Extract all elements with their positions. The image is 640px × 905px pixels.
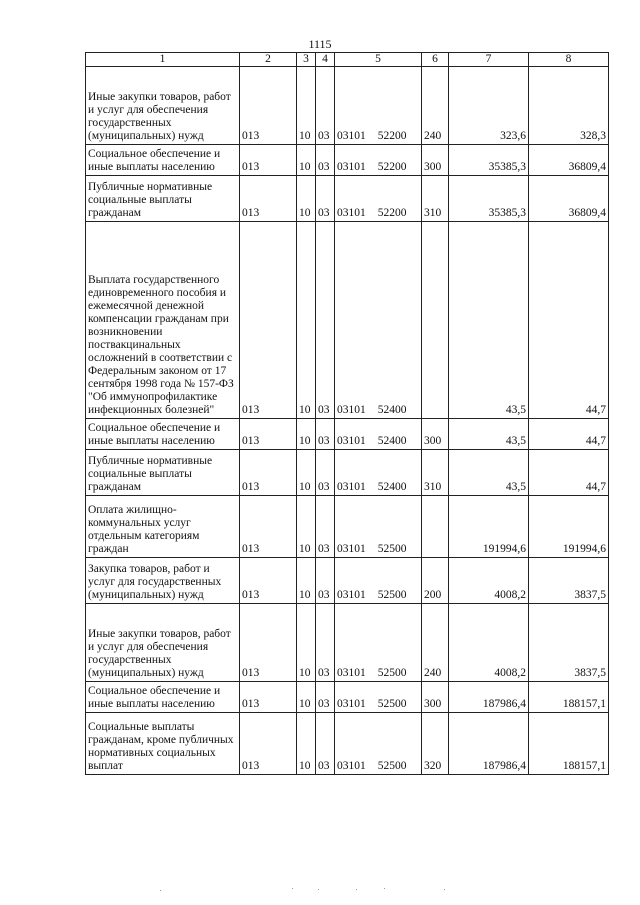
- target-article-part-a: 03101: [337, 698, 366, 710]
- target-article-cell: [335, 450, 422, 496]
- row-name-cell: Выплата государственного единовременного пособия и ежемесячной денежной компенсации гражданам при возникновении поствакцинальных осложнений в соответствии с Федеральным законом от 17 сентября 1998 года № 157-ФЗ "Об иммунопрофилактике инфекционных болезней": [86, 222, 240, 419]
- target-article-part-a: 03101: [337, 543, 366, 555]
- amount-year1-cell: 187986,4: [449, 682, 529, 713]
- target-article-cell: [335, 419, 422, 450]
- scan-speck: [356, 889, 357, 890]
- page-number: 1115: [308, 37, 332, 51]
- target-article-part-a: 03101: [337, 404, 366, 416]
- amount-year1-cell: 323,6: [449, 67, 529, 145]
- target-article-part-a: 03101: [337, 161, 366, 173]
- amount-year1-cell: 187986,4: [449, 713, 529, 775]
- table-row: [86, 145, 609, 176]
- amount-year1-cell: 4008,2: [449, 604, 529, 682]
- target-article-part-a: 03101: [337, 481, 366, 493]
- scan-speck: [444, 889, 445, 890]
- subsection-cell: 03: [316, 222, 335, 419]
- subsection-cell: 03: [316, 419, 335, 450]
- target-article-cell: [335, 713, 422, 775]
- admin-code-cell: 013: [240, 558, 297, 604]
- expense-type-cell: 310: [422, 450, 449, 496]
- target-article-part-a: 03101: [337, 760, 366, 772]
- expense-type-cell: 300: [422, 682, 449, 713]
- expense-type-cell: 240: [422, 67, 449, 145]
- target-article-part-a: 03101: [337, 435, 366, 447]
- section-cell: 10: [297, 450, 316, 496]
- section-cell: 10: [297, 145, 316, 176]
- expense-type-cell: 240: [422, 604, 449, 682]
- target-article-part-b: 52200: [377, 207, 407, 219]
- column-header: 5: [335, 53, 422, 67]
- admin-code-cell: 013: [240, 496, 297, 558]
- target-article-cell: [335, 176, 422, 222]
- table-row: [86, 222, 609, 419]
- target-article-part-b: 52500: [377, 760, 407, 772]
- amount-year1-cell: 43,5: [449, 450, 529, 496]
- row-name-cell: Публичные нормативные социальные выплаты гражданам: [86, 450, 240, 496]
- table-row: [86, 176, 609, 222]
- scan-speck: [160, 890, 161, 891]
- amount-year1-cell: 191994,6: [449, 496, 529, 558]
- subsection-cell: 03: [316, 682, 335, 713]
- target-article-part-a: 03101: [337, 130, 366, 142]
- row-name-cell: Оплата жилищно-коммунальных услуг отдельным категориям граждан: [86, 496, 240, 558]
- row-name-cell: Закупка товаров, работ и услуг для государственных (муниципальных) нужд: [86, 558, 240, 604]
- table-body: [86, 67, 609, 775]
- table-row: [86, 604, 609, 682]
- target-article-part-b: 52500: [377, 698, 407, 710]
- subsection-cell: 03: [316, 713, 335, 775]
- table-row: [86, 67, 609, 145]
- target-article-cell: [335, 558, 422, 604]
- scan-speck: [384, 888, 385, 889]
- target-article-part-b: 52500: [377, 543, 407, 555]
- row-name-cell: Иные закупки товаров, работ и услуг для обеспечения государственных (муниципальных) нужд: [86, 67, 240, 145]
- amount-year1-cell: 43,5: [449, 419, 529, 450]
- expense-type-cell: [422, 496, 449, 558]
- target-article-part-a: 03101: [337, 589, 366, 601]
- target-article-part-b: 52400: [377, 481, 407, 493]
- target-article-part-b: 52400: [377, 435, 407, 447]
- section-cell: 10: [297, 419, 316, 450]
- subsection-cell: 03: [316, 450, 335, 496]
- section-cell: 10: [297, 558, 316, 604]
- amount-year1-cell: 35385,3: [449, 176, 529, 222]
- amount-year2-cell: 44,7: [529, 450, 609, 496]
- header-row: [86, 53, 609, 67]
- admin-code-cell: 013: [240, 419, 297, 450]
- scan-speck: [292, 888, 293, 889]
- amount-year1-cell: 4008,2: [449, 558, 529, 604]
- target-article-cell: [335, 145, 422, 176]
- section-cell: 10: [297, 176, 316, 222]
- section-cell: 10: [297, 67, 316, 145]
- admin-code-cell: 013: [240, 682, 297, 713]
- target-article-cell: [335, 604, 422, 682]
- subsection-cell: 03: [316, 558, 335, 604]
- amount-year1-cell: 43,5: [449, 222, 529, 419]
- section-cell: 10: [297, 682, 316, 713]
- section-cell: 10: [297, 496, 316, 558]
- row-name-cell: Публичные нормативные социальные выплаты гражданам: [86, 176, 240, 222]
- target-article-part-b: 52200: [377, 130, 407, 142]
- amount-year2-cell: 188157,1: [529, 713, 609, 775]
- section-cell: 10: [297, 222, 316, 419]
- expense-type-cell: 320: [422, 713, 449, 775]
- table-row: [86, 558, 609, 604]
- amount-year2-cell: 3837,5: [529, 558, 609, 604]
- row-name-cell: Социальные выплаты гражданам, кроме публичных нормативных социальных выплат: [86, 713, 240, 775]
- subsection-cell: 03: [316, 145, 335, 176]
- row-name-cell: Социальное обеспечение и иные выплаты населению: [86, 682, 240, 713]
- admin-code-cell: 013: [240, 450, 297, 496]
- subsection-cell: 03: [316, 176, 335, 222]
- amount-year2-cell: 44,7: [529, 222, 609, 419]
- column-header: 2: [240, 53, 297, 67]
- admin-code-cell: 013: [240, 176, 297, 222]
- target-article-part-b: 52500: [377, 667, 407, 679]
- expense-type-cell: [422, 222, 449, 419]
- table-row: [86, 682, 609, 713]
- amount-year2-cell: 188157,1: [529, 682, 609, 713]
- target-article-cell: [335, 67, 422, 145]
- expense-type-cell: 200: [422, 558, 449, 604]
- column-header: 3: [297, 53, 316, 67]
- section-cell: 10: [297, 713, 316, 775]
- table-row: [86, 450, 609, 496]
- expense-type-cell: 300: [422, 419, 449, 450]
- row-name-cell: Социальное обеспечение и иные выплаты населению: [86, 419, 240, 450]
- target-article-part-b: 52500: [377, 589, 407, 601]
- amount-year2-cell: 36809,4: [529, 145, 609, 176]
- subsection-cell: 03: [316, 67, 335, 145]
- target-article-cell: [335, 496, 422, 558]
- column-header: 7: [449, 53, 529, 67]
- column-header: 8: [529, 53, 609, 67]
- amount-year2-cell: 328,3: [529, 67, 609, 145]
- admin-code-cell: 013: [240, 713, 297, 775]
- admin-code-cell: 013: [240, 604, 297, 682]
- scan-speck: [318, 889, 319, 890]
- target-article-part-a: 03101: [337, 667, 366, 679]
- target-article-cell: [335, 222, 422, 419]
- column-header: 1: [86, 53, 240, 67]
- admin-code-cell: 013: [240, 67, 297, 145]
- amount-year2-cell: 36809,4: [529, 176, 609, 222]
- target-article-part-b: 52200: [377, 161, 407, 173]
- amount-year1-cell: 35385,3: [449, 145, 529, 176]
- amount-year2-cell: 44,7: [529, 419, 609, 450]
- column-header: 4: [316, 53, 335, 67]
- target-article-cell: [335, 682, 422, 713]
- budget-table: [85, 52, 609, 775]
- row-name-cell: Социальное обеспечение и иные выплаты населению: [86, 145, 240, 176]
- subsection-cell: 03: [316, 496, 335, 558]
- table-row: [86, 419, 609, 450]
- table-row: [86, 496, 609, 558]
- table-row: [86, 713, 609, 775]
- section-cell: 10: [297, 604, 316, 682]
- subsection-cell: 03: [316, 604, 335, 682]
- amount-year2-cell: 191994,6: [529, 496, 609, 558]
- expense-type-cell: 310: [422, 176, 449, 222]
- row-name-cell: Иные закупки товаров, работ и услуг для обеспечения государственных (муниципальных) нужд: [86, 604, 240, 682]
- admin-code-cell: 013: [240, 145, 297, 176]
- target-article-part-b: 52400: [377, 404, 407, 416]
- expense-type-cell: 300: [422, 145, 449, 176]
- admin-code-cell: 013: [240, 222, 297, 419]
- amount-year2-cell: 3837,5: [529, 604, 609, 682]
- column-header: 6: [422, 53, 449, 67]
- target-article-part-a: 03101: [337, 207, 366, 219]
